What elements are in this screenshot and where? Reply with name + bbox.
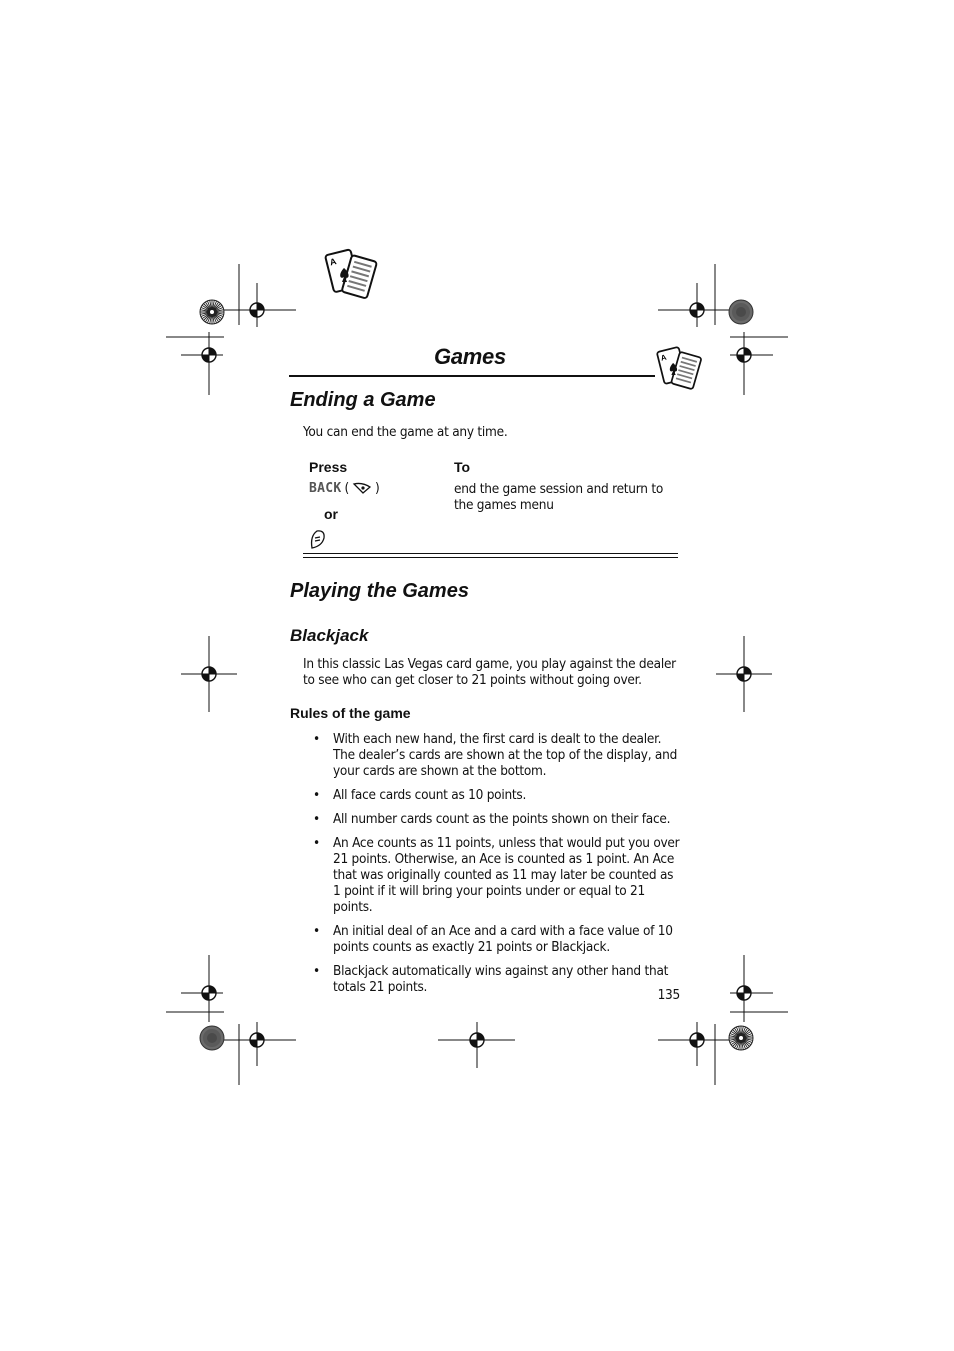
chapter-title-rule [289, 375, 655, 377]
svg-text:A: A [659, 352, 668, 363]
table-rule-bottom [303, 557, 678, 558]
rule-text: All face cards count as 10 points. [333, 787, 527, 803]
bullet: • [313, 787, 320, 803]
bullet: • [313, 963, 320, 979]
bullet: • [313, 923, 320, 939]
subsection-heading-blackjack: Blackjack [290, 626, 369, 645]
list-item [303, 963, 683, 995]
list-item [303, 835, 683, 915]
table-action-text: end the game session and return to the games menu [454, 481, 664, 513]
left-soft-key-icon [352, 481, 372, 495]
end-key-icon [309, 528, 327, 552]
blackjack-intro: In this classic Las Vegas card game, you play against the dealer to see who can get closer to 21 points without going over. [303, 656, 676, 688]
list-item [303, 923, 683, 955]
paren-close: ) [375, 480, 380, 496]
section-heading-ending: Ending a Game [290, 389, 436, 411]
back-key-label: BACK [309, 480, 342, 496]
list-item [303, 811, 683, 827]
rule-text: An Ace counts as 11 points, unless that would put you over 21 points. Otherwise, an Ace is counted as 1 point. An Ace that was originally counted as 11 may later be counted as 1 point if it will bring your points under or equal to 21 points. [333, 835, 680, 915]
bullet: • [313, 731, 320, 747]
table-header-to: To [454, 459, 471, 475]
svg-text:A: A [328, 256, 338, 268]
rule-text: Blackjack automatically wins against any other hand that totals 21 points. [333, 963, 669, 995]
playing-cards-icon [654, 344, 706, 394]
bullet: • [313, 835, 320, 851]
rules-heading: Rules of the game [290, 705, 411, 721]
list-item [303, 787, 683, 803]
back-key-cell [309, 480, 380, 496]
section-heading-playing: Playing the Games [290, 580, 469, 602]
rule-text: With each new hand, the first card is dealt to the dealer. The dealer’s cards are shown at the top of the display, and your cards are shown at the bottom. [333, 731, 678, 779]
playing-cards-icon [322, 246, 382, 304]
rule-text: All number cards count as the points shown on their face. [333, 811, 671, 827]
or-label: or [324, 506, 338, 522]
table-rule-top [303, 553, 678, 554]
list-item [303, 731, 683, 779]
ending-intro: You can end the game at any time. [303, 424, 508, 440]
chapter-title: Games [434, 344, 506, 369]
table-header-press: Press [309, 459, 348, 475]
rules-list [303, 731, 683, 1003]
paren-open: ( [344, 480, 350, 496]
page-number: 135 [657, 987, 680, 1003]
rule-text: An initial deal of an Ace and a card with a face value of 10 points counts as exactly 21 points or Blackjack. [333, 923, 673, 955]
bullet: • [313, 811, 320, 827]
